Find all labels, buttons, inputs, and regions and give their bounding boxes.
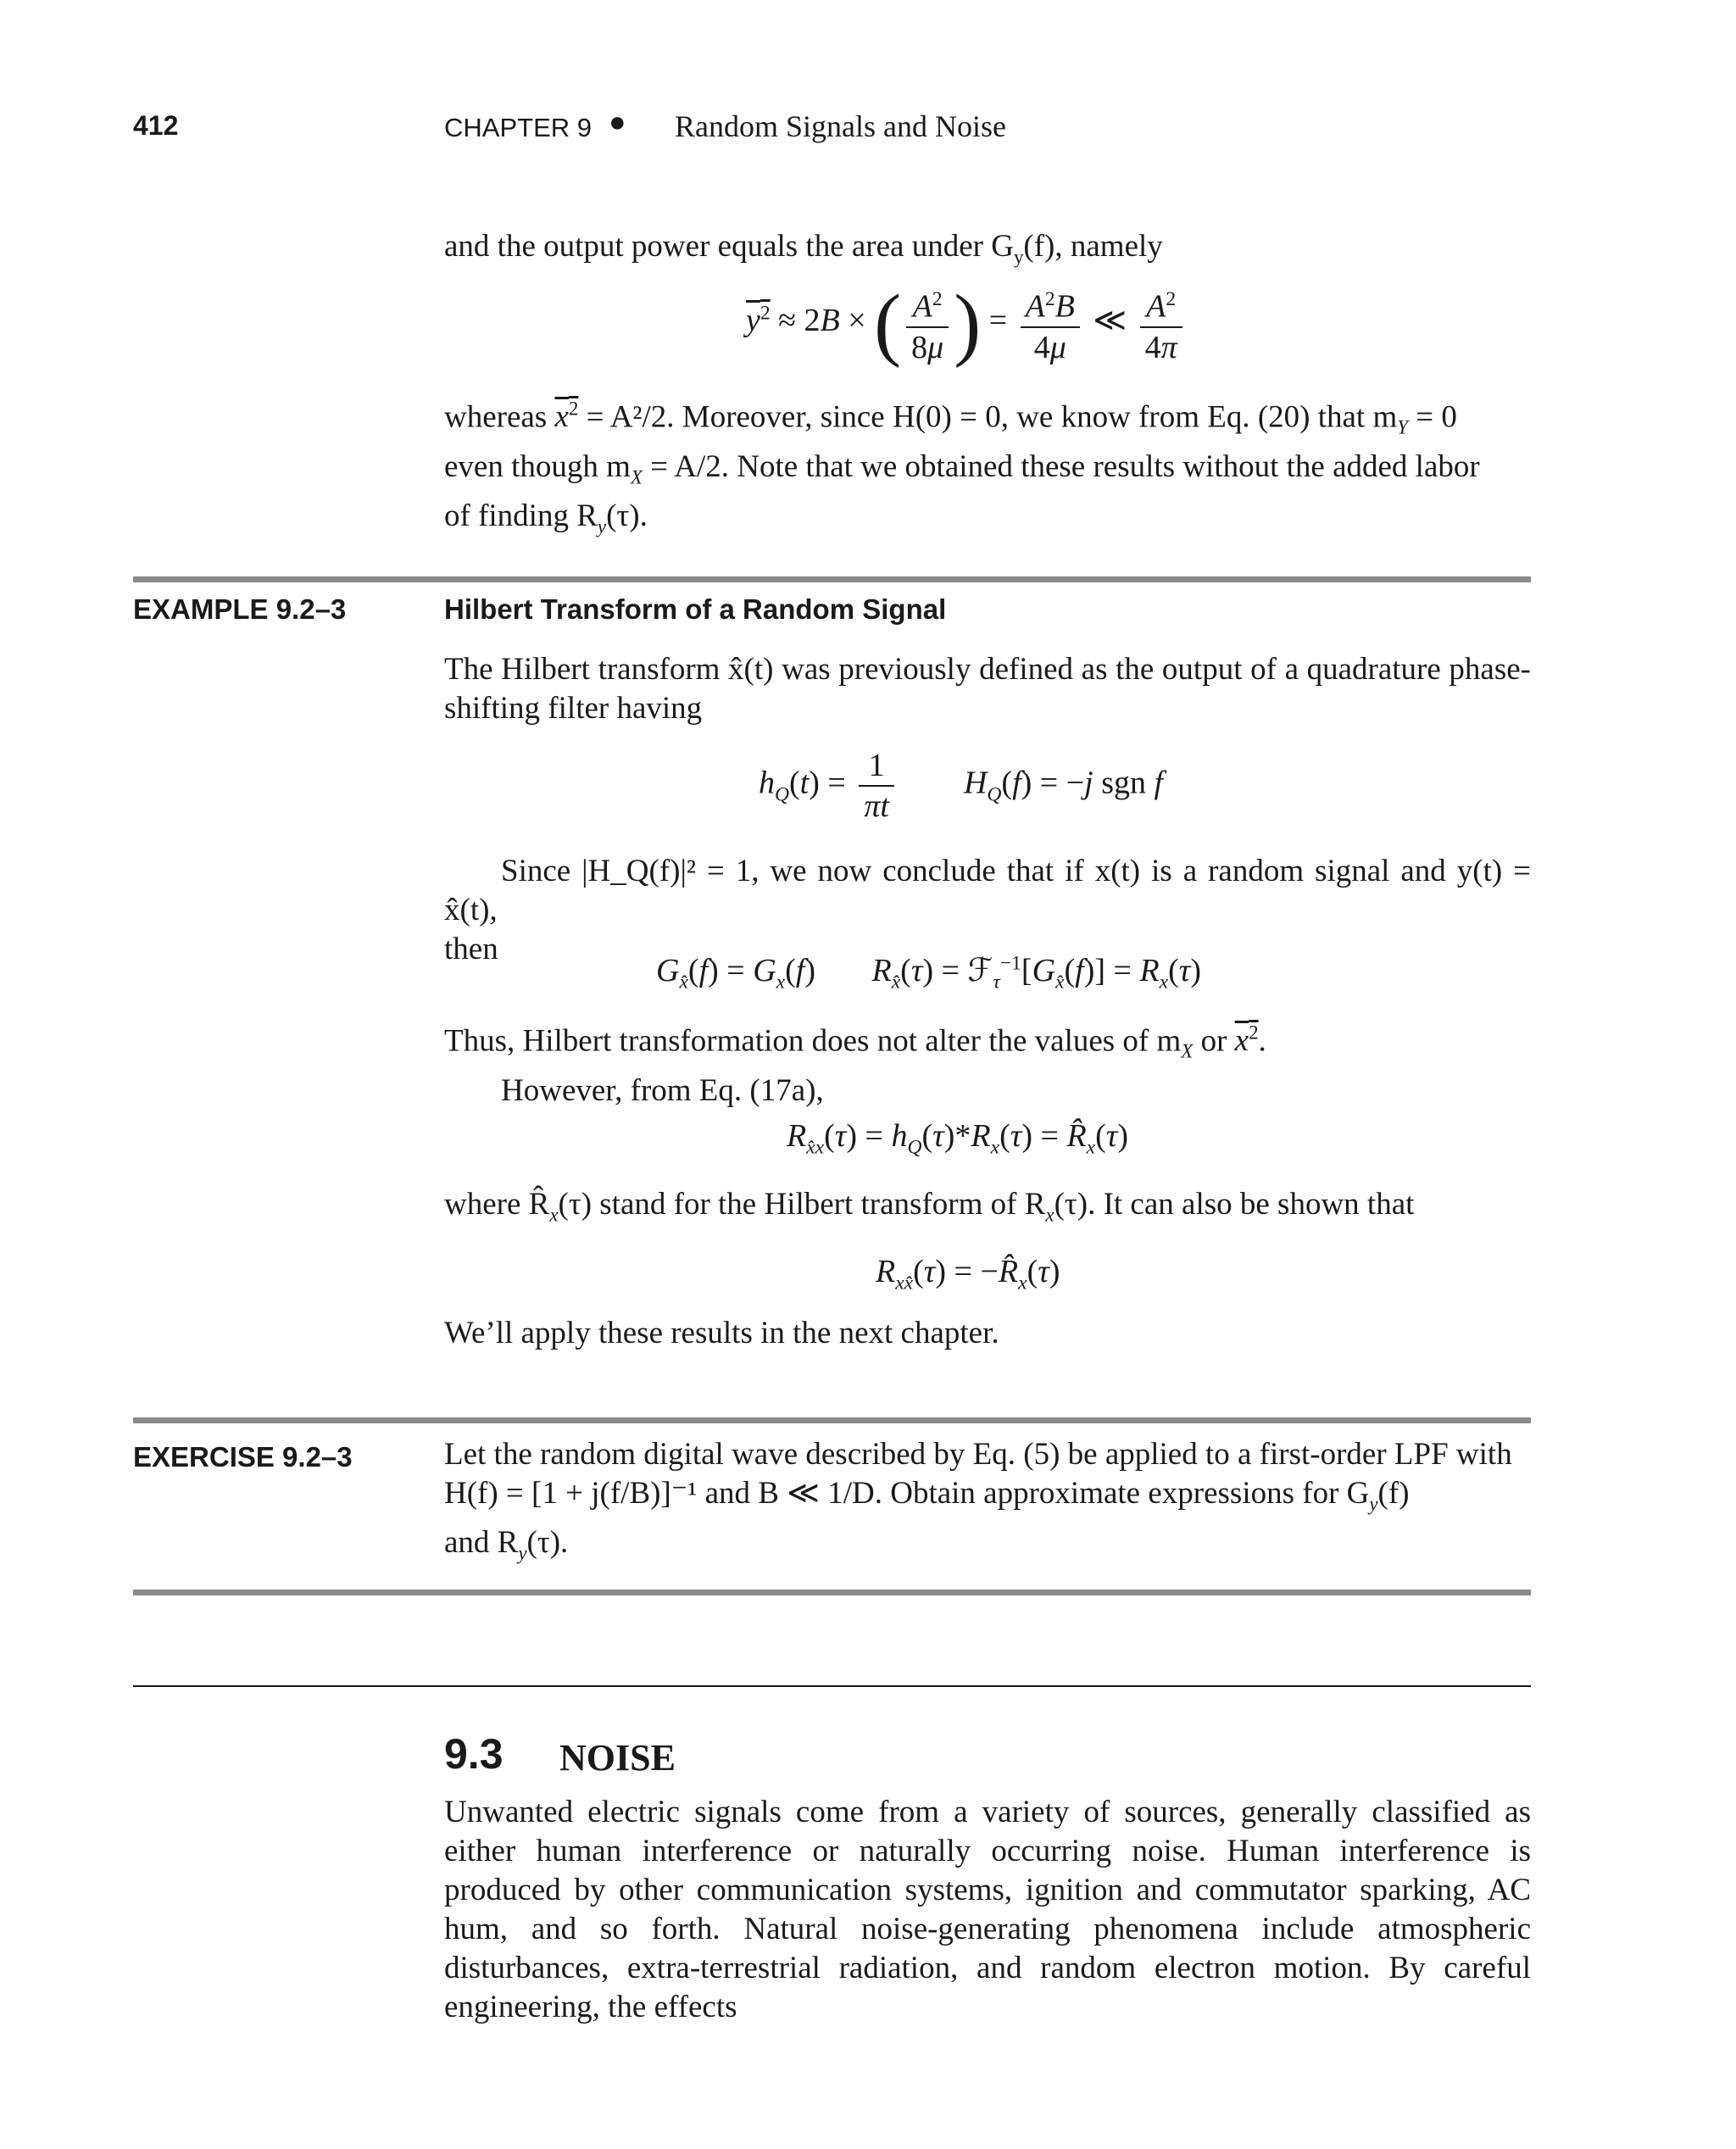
example-top-rule (133, 576, 1531, 582)
intro-line-3: of finding $R_y(\tau)$. (444, 498, 648, 537)
example-however: However, from Eq. (17a), (501, 1072, 824, 1108)
example-paragraph-3 (444, 1014, 1531, 1111)
exercise-top-rule (133, 1417, 1531, 1423)
exercise-body (444, 1435, 1531, 1573)
intro-finding: of finding R (444, 498, 598, 534)
intro-lead-line (444, 227, 1529, 276)
exercise-line-3-tail: (τ). (526, 1525, 569, 1561)
intro-moreover: = A²/2. Moreover, since H(0) = 0, we know from Eq. (20) that m (586, 399, 1398, 435)
example-label: EXAMPLE 9.2–3 (133, 593, 347, 625)
chapter-title: Random Signals and Noise (675, 109, 1006, 143)
exercise-line-1: Let the random digital wave described by Eq. (5) be applied to a first-order LPF with (444, 1437, 1512, 1472)
intro-lead-sub: y (1013, 246, 1024, 268)
example-thus: Thus, Hilbert transformation does not alter the values of m (444, 1023, 1182, 1059)
exercise-line-2-text: H(f) = [1 + j(f/B)]⁻¹ and B ≪ 1/D. Obtain approximate expressions for G (444, 1476, 1370, 1511)
example-paragraph-5: We’ll apply these results in the next chapter. (444, 1316, 999, 1350)
example-title: Hilbert Transform of a Random Signal (444, 593, 947, 625)
intro-note: = A/2. Note that we obtained these results without the added labor (650, 448, 1480, 484)
intro-my-zero: = 0 (1416, 399, 1457, 435)
section-number: 9.3 (444, 1730, 504, 1778)
intro-line-2: even though $m_X = A/2$. Note that we obtained these results without the added labor (444, 448, 1480, 488)
equation-hilbert-filter: $h_Q(t)$ = $\frac{1}{\pi t}$ $H_Q(f) = -j$ sgn f (759, 748, 1164, 824)
equation-cross-correlation-1: $R_{x̂x}(\tau) = h_Q(\tau)*R_x(\tau)$ = $R̂_x(\tau)$ (787, 1118, 1129, 1159)
chapter-label: CHAPTER 9 (444, 113, 592, 142)
exercise-line-2: H(f) = [1 + j(f/B)]⁻¹ and B ≪ 1/D. Obtain approximate expressions for $G_y(f)$ (444, 1476, 1410, 1515)
intro-line-1: whereas $x^2 = A^2/2$. Moreover, since H(0) = 0, we know from Eq. (20) that $m_Y = 0$ (444, 398, 1457, 438)
section-rule (133, 1685, 1531, 1687)
equation-output-power: $y^2 \approx 2B$ × ( $\frac{A^2}{8\mu}$ ) = $\frac{A^2B}{4\mu}$ ≪ $\frac{A^2}{4\pi}$ (746, 280, 1238, 381)
intro-even-though: even though m (444, 448, 631, 484)
exercise-line-2-tail: (f) (1377, 1476, 1410, 1511)
example-since-line: Since |H_Q(f)|² = 1, we now conclude that if x(t) is a random signal and y(t) = x̂(t), (444, 854, 1531, 927)
section-body: Unwanted electric signals come from a variety of sources, generally classified as either human interference or naturally occurring noise. Human interference is produced by other communication systems, ignition and commutator sparking, AC hum, and so forth. Natural noise-generating phenomena include atmospheric disturbances, extra-terrestrial radiation, and random electron motion. By careful engineering, the effects (444, 1795, 1531, 2024)
page-number: 412 (133, 110, 179, 141)
equation-psd-equal: $G_{x̂}(f) = G_x(f)$ $R_{x̂}(\tau)$ = $ℱ_\tau^{-1}[G_{x̂}(f)] = R_x(\tau)$ (656, 952, 1202, 994)
example-paragraph-4: where $R̂_x(\tau)$ stand for the Hilbert transform of $R_x(\tau)$. It can also be shown that (444, 1187, 1415, 1226)
exercise-bottom-rule (133, 1589, 1531, 1595)
example-where: where R̂ (444, 1187, 550, 1222)
intro-whereas: whereas (444, 399, 548, 435)
example-thus-line: Thus, Hilbert transformation does not alter the values of $m_X$ or $x^2$. (444, 1022, 1266, 1062)
section-title: NOISE (559, 1737, 676, 1779)
intro-lead-tail: (f), namely (1023, 229, 1163, 264)
intro-finding-tail: (τ). (606, 498, 648, 534)
intro-body (444, 390, 1531, 547)
example-then: then (444, 932, 498, 966)
header-bullet: ● (609, 107, 626, 138)
exercise-line-3-text: and R (444, 1525, 519, 1561)
exercise-label: EXERCISE 9.2–3 (133, 1441, 353, 1473)
intro-lead-text: and the output power equals the area under G (444, 229, 1014, 264)
example-where-tail: (τ) stand for the Hilbert transform of R (558, 1187, 1046, 1222)
example-or: or (1200, 1023, 1227, 1059)
equation-cross-correlation-2: $R_{xx̂}(\tau)$ = $-R̂_x(\tau)$ (876, 1254, 1060, 1294)
example-paragraph-1: The Hilbert transform x̂(t) was previously defined as the output of a quadrature phase-shifting filter having (444, 652, 1531, 726)
exercise-line-3: and $R_y(\tau)$. (444, 1525, 569, 1564)
example-where-tail2: (τ). It can also be shown that (1054, 1187, 1415, 1222)
